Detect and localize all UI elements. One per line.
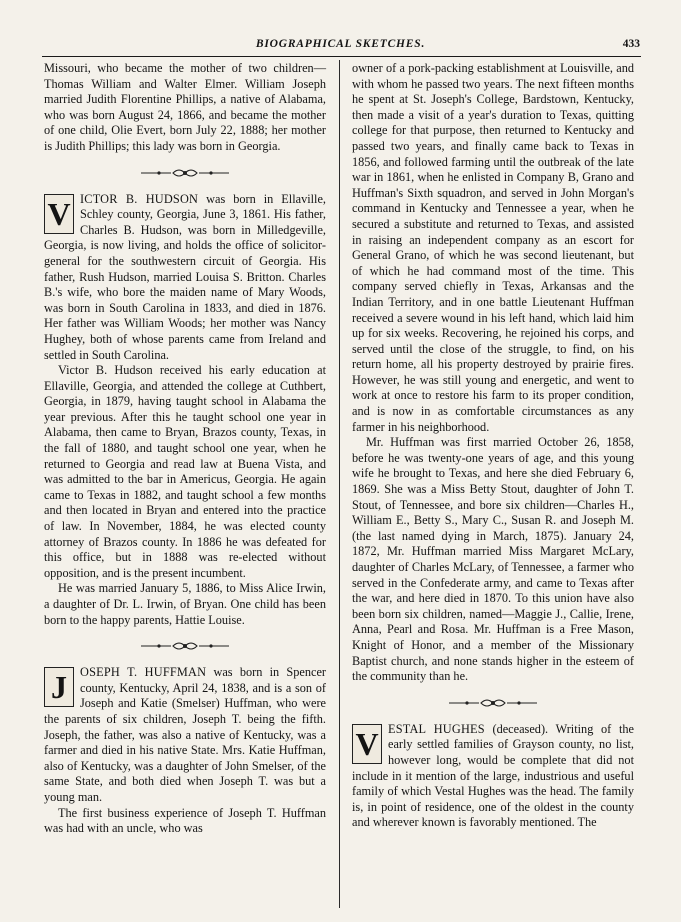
decorated-initial-v <box>44 194 74 234</box>
biography-text: was born in Ellaville, Schley county, Georgia, June 3, 1861. His father, Charles B. Hudson, was born in Milledgeville, Georgia, is now living, and holds the office of solicitor-general for the southwestern circuit of Georgia. His father, Rush Hudson, married Louisa S. Britton. Charles B.'s wife, who bore the maiden name of Mary Woods, was born in South Carolina in 1833, and died in 1876. Her father was William Woods; her mother was Nancy Hughey, both of whose parents came from Ireland and settled in South Carolina. <box>44 191 326 362</box>
biography-paragraph: The first business experience of Joseph T. Huffman was had with an uncle, who was <box>44 805 326 836</box>
running-head: BIOGRAPHICAL SKETCHES. <box>255 38 426 50</box>
right-column <box>352 61 634 831</box>
section-ornament-icon <box>44 163 326 183</box>
header-rule <box>42 56 641 57</box>
initial-letter: J <box>51 669 67 706</box>
biography-text: (deceased). Writing of the early settled families of Grayson county, no list, however long, would be complete that did not include in it mention of the large, industrious and useful family of which Vestal Hughes was the head. The family is, in point of residence, one of the oldest in the county and wherever known is favorably mentioned. The <box>352 721 634 830</box>
hughes-biography <box>352 722 634 831</box>
hudson-biography <box>44 192 326 629</box>
page-number: 433 <box>622 38 640 50</box>
opening-paragraph: Missouri, who became the mother of two children—Thomas William and Walter Elmer. William Joseph married Judith Florentine Phillips, a native of Alabama, who was born August 24, 1866, and became the mother of one child, Olie Evert, born July 22, 1888; her mother is Judith Phillips; this lady was born in Georgia. <box>44 61 326 153</box>
biography-name: ICTOR B. HUDSON <box>80 191 199 206</box>
marriage-paragraph: Mr. Huffman was first married October 26, 1858, before he was twenty-one years of age, and this young wife he brought to Texas, and here she died February 6, 1869. She was a Miss Betty Stout, daughter of John T. Stout, of Tennessee, and bore six children—Charles H., William E., Betty S., Mary C., Susan R. and Joseph M. (the last named dying in March, 1875). January 24, 1872, Mr. Huffman married Miss Margaret McLary, daughter of Charles McLary, of Tennessee, a farmer who served in the Confederate army, and came to Texas after the war, and here died in 1870. To this union have also been born six children, named—Maggie J., Callie, Irene, Anna, Pearl and Rosa. Mr. Huffman is a Free Mason, Knight of Honor, and a member of the Missionary Baptist church, and none stands higher in the esteem of the community than he. <box>352 435 634 684</box>
biography-name: OSEPH T. HUFFMAN <box>80 665 207 680</box>
biography-paragraph: He was married January 5, 1886, to Miss Alice Irwin, a daughter of Dr. L. Irwin, of Bryan. One child has been born to the happy parents, Hattie Louise. <box>44 581 326 627</box>
section-ornament-icon <box>352 693 634 713</box>
initial-letter: V <box>355 725 379 762</box>
continuation-paragraph: owner of a pork-packing establishment at Louisville, and with whom he passed two years. The next fifteen months he spent at St. Joseph's College, Bardstown, Kentucky, then made a visit of a year's duration to Texas, quitting college for that purpose, then returned to Kentucky and passed two years, and finally came back to Texas in 1856, and followed farming until the outbreak of the late war in 1861, when he enlisted in Company B, Grano and Huffman's Sixth squadron, and served in John Morgan's command in Kentucky and Tennessee a year, when he secured a substitute and returned to Texas, and assisted in raising an independent company as an escort for General Grano, of which he was second lieutenant, but of which he had command most of the time. This company served chiefly in Texas, Arkansas and the Indian Territory, and in one battle Lieutenant Huffman received a severe wound in his left hand, which laid him up for six weeks. Recovering, he rejoined his corps, and served until the close of the struggle, to find, on his return home, all his property destroyed by prairie fires. However, he was still young and energetic, and went to work at once to restore his farm to its proper condition, and is now in as comfortable circumstances as any farmer in his neighborhood. <box>352 61 634 434</box>
biography-name: ESTAL HUGHES <box>388 721 485 736</box>
section-ornament-icon <box>44 636 326 656</box>
huffman-biography <box>44 665 326 837</box>
initial-letter: V <box>47 195 71 232</box>
column-divider <box>339 60 340 908</box>
biography-paragraph: Victor B. Hudson received his early education at Ellaville, Georgia, and attended the college at Cuthbert, Georgia, in 1879, having taught school in Alabama the year previous. After this he taught school one year in Alabama, then came to Bryan, Brazos county, Texas, in the fall of 1880, and taught school one year, when he returned to Georgia and read law at Buena Vista, and was admitted to the bar in Americus, Georgia. He again came to Texas in 1882, and taught school a few months and then located in Bryan and entered into the practice of law. In November, 1884, he was elected county attorney of Brazos county. In 1886 he was defeated for this office, but in 1888 was re-elected without opposition, and is the present incumbent. <box>44 363 326 580</box>
biography-text: was born in Spencer county, Kentucky, April 24, 1838, and is a son of Joseph and Katie (Smelser) Huffman, who were the parents of six children, Joseph T. being the fifth. Joseph, the father, was also a native of Kentucky, was a farmer and died in his native State. Mrs. Katie Huffman, also of Kentucky, was a daughter of John Smelser, of the same State, and both died when Joseph T. was but a young man. <box>44 665 326 804</box>
decorated-initial-j <box>44 667 74 707</box>
decorated-initial-v <box>352 724 382 764</box>
left-column <box>44 61 326 837</box>
